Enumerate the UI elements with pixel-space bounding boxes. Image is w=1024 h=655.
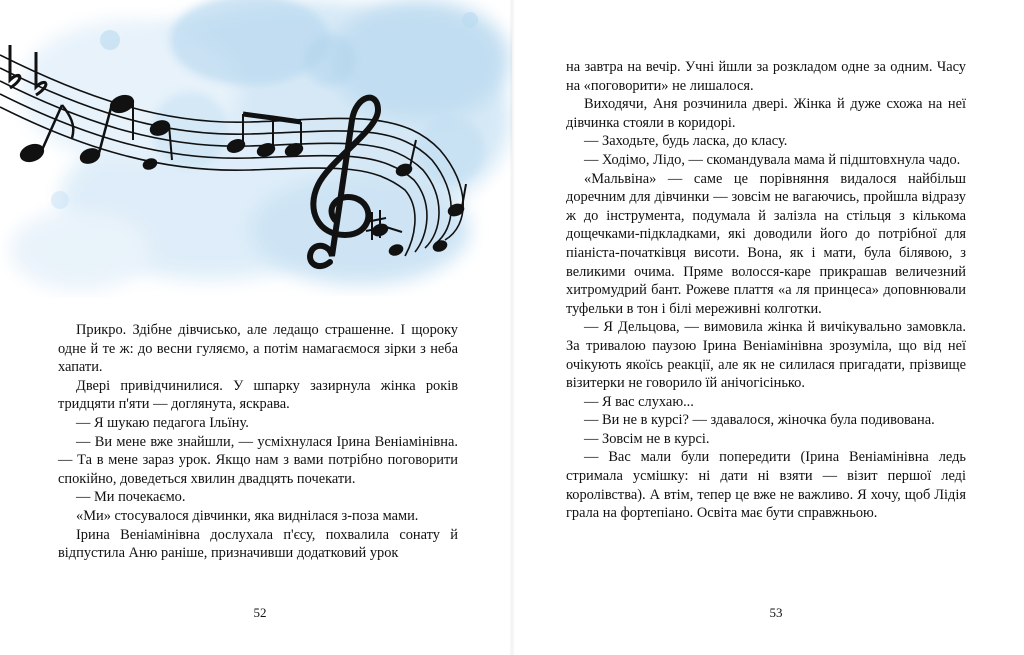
paragraph: «Мальвіна» — саме це порівняння видалося найбільш доречним для дівчинки — зовсім не вагаючись, пройшла відразу ж до інструмента, подумала й залізла на стільця з кількома дощечками-підкладками, які доводили його до потрібної для піаніста-початківця висоти. Вона, як і мати, була білявою, з великими очима. Пряме волосся-каре прикрашав величезний хитромудрий бант. Рожеве плаття «а ля принцеса» доповнювали туфельки в тон і білі мереживні колготки.: [566, 170, 966, 317]
paragraph: — Зовсім не в курсі.: [584, 430, 710, 447]
paragraph: — Я Дельцова, — вимовила жінка й вичікувально замовкла. За тривалою паузою Ірина Веніамінівна зрозуміла, що від неї очікують якоїсь реакції, але як не силилася пригадати, прізвище візитерки не говорило їй анічогісінько.: [566, 319, 966, 392]
paragraph: — Заходьте, будь ласка, до класу.: [584, 133, 788, 150]
paragraph: Виходячи, Аня розчинила двері. Жінка й дуже схожа на неї дівчинка стояли в коридорі.: [566, 96, 966, 131]
paragraph: на завтра на вечір. Учні йшли за розкладом одне за одним. Часу на «поговорити» не лишалося.: [566, 59, 966, 94]
paragraph: — Я шукаю педагога Ільїну.: [76, 414, 249, 431]
right-page-text: [566, 58, 966, 523]
paragraph: — Ви не в курсі? — здавалося, жіночка була подивована.: [584, 412, 935, 429]
paragraph: Ірина Веніамінівна дослухала п'єсу, похвалила сонату й відпустила Аню раніше, призначивши додатковий урок: [58, 526, 458, 562]
paragraph: — Ходімо, Лідо, — скомандувала мама й підштовхнула чадо.: [584, 151, 961, 168]
page-number-left: 52: [253, 605, 267, 620]
paragraph: Двері привідчинилися. У шпарку зазирнула жінка років тридцяти п'яти — доглянута, яскрава.: [58, 377, 458, 413]
page-number-right: 53: [769, 605, 783, 620]
paragraph: — Я вас слухаю...: [584, 393, 694, 410]
left-page-text: [58, 321, 458, 563]
paragraph: — Ми почекаємо.: [76, 489, 186, 506]
paragraph: — Вас мали були попередити (Ірина Веніамінівна ледь стримала усмішку: ні дати ні взяти — візит першої леді королівства). А втім, тепер це вже не важливо. Я хочу, щоб Лідія грала на фортепіано. Освіта має бути справжньою.: [566, 449, 966, 522]
paragraph: «Ми» стосувалося дівчинки, яка виднілася з-поза мами.: [76, 507, 419, 524]
music-illustration: [0, 0, 512, 330]
paragraph: Прикро. Здібне дівчисько, але ледащо страшенне. І щороку одне й те ж: до весни гуляємо, а потім намагаємося зірки з неба хапати.: [58, 322, 458, 376]
paragraph: — Ви мене вже знайшли, — усміхнулася Ірина Веніамінівна. — Та в мене зараз урок. Якщо нам з вами потрібно поговорити спокійно, доведеться хвилин двадцять почекати.: [58, 433, 458, 487]
